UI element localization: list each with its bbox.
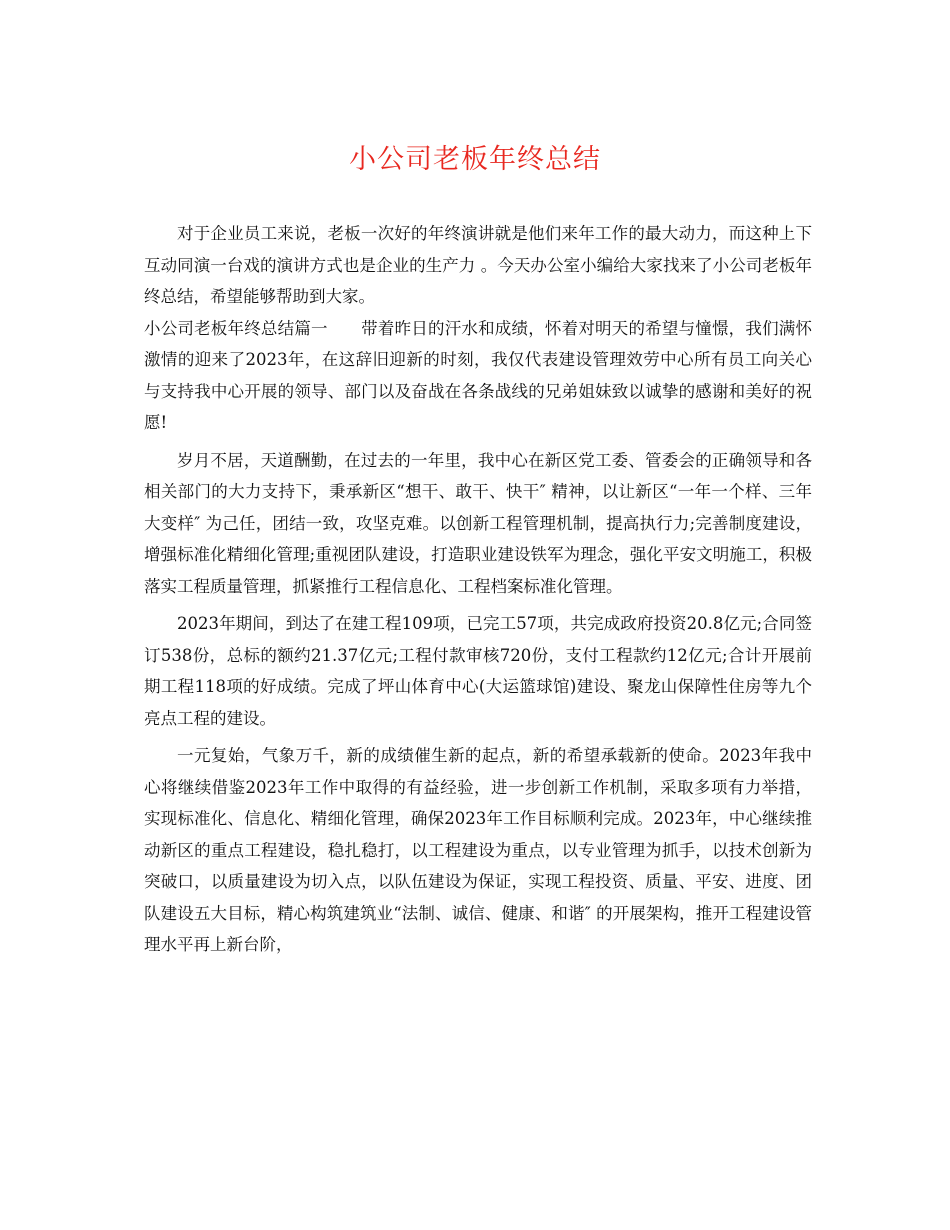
paragraph-section-one-opening: 小公司老板年终总结篇一 带着昨日的汗水和成绩，怀着对明天的希望与憧憬，我们满怀激情的迎来了2023年，在这辞旧迎新的时刻，我仅代表建设管理效劳中心所有员工向关心与支持我中心开展的领导、部门以及奋战在各条战线的兄弟姐妹致以诚挚的感谢和美好的祝愿! [144, 318, 812, 432]
paragraph-new-year-plan: 一元复始，气象万千，新的成绩催生新的起点，新的希望承载新的使命。2023年我中心将继续借鉴2023年工作中取得的有益经验，进一步创新工作机制，采取多项有力举措，实现标准化、信息化、精细化管理，确保2023年工作目标顺利完成。2023年，中心继续推动新区的重点工程建设，稳扎稳打，以工程建设为重点，以专业管理为抓手，以技术创新为突破口，以质量建设为切入点，以队伍建设为保证，实现工程投资、质量、平安、进度、团队建设五大目标，精心构筑建筑业“法制、诚信、健康、和谐″ 的开展架构，推开工程建设管理水平再上新台阶， [144, 746, 812, 954]
paragraph-achievements: 2023年期间，到达了在建工程109项，已完工57项，共完成政府投资20.8亿元;合同签订538份，总标的额约21.37亿元;工程付款审核720份，支付工程款约12亿元;合计开展前期工程118项的好成绩。完成了坪山体育中心(大运篮球馆)建设、聚龙山保障性住房等九个亮点工程的建设。 [144, 614, 812, 728]
paragraph-past-year: 岁月不居，天道酬勤，在过去的一年里，我中心在新区党工委、管委会的正确领导和各相关部门的大力支持下，秉承新区“想干、敢干、快干″ 精神，以让新区“一年一个样、三年大变样″ 为己任，团结一致，攻坚克难。以创新工程管理机制，提高执行力;完善制度建设，增强标准化精细化管理;重视团队建设，打造职业建设铁军为理念，强化平安文明施工，积极落实工程质量管理，抓紧推行工程信息化、工程档案标准化管理。 [144, 450, 812, 596]
paragraph-intro: 对于企业员工来说，老板一次好的年终演讲就是他们来年工作的最大动力，而这种上下互动同演一台戏的演讲方式也是企业的生产力 。今天办公室小编给大家找来了小公司老板年终总结，希望能够帮助到大家。 [144, 224, 812, 306]
document-title: 小公司老板年终总结 [349, 144, 601, 175]
document-body [144, 218, 812, 961]
